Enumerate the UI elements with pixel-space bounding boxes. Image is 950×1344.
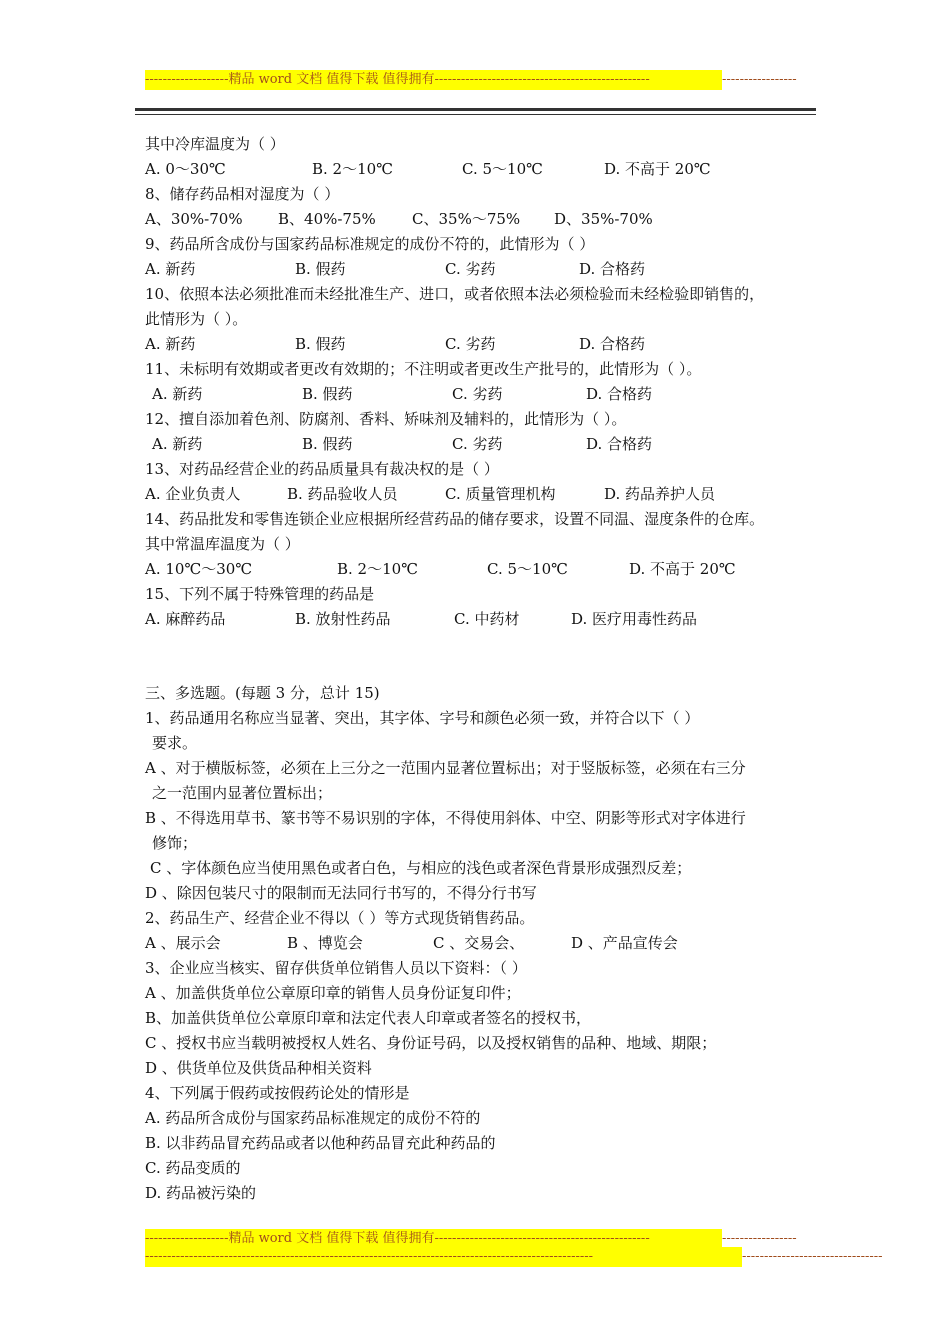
q15-option-c: C. 中药材 [454, 610, 520, 628]
q14-option-b: B. 2～10℃ [337, 560, 418, 578]
q14-stem-line2: 其中常温库温度为（ ） [145, 535, 300, 553]
s3-q1-option-c: C 、字体颜色应当使用黑色或者白色，与相应的浅色或者深色背景形成强烈反差； [150, 859, 692, 877]
s3-q1-option-b-line2: 修饰； [152, 834, 198, 852]
footer-banner-tail: ----------------- [722, 1231, 797, 1246]
q12-option-c: C. 劣药 [452, 435, 503, 453]
q12-option-d: D. 合格药 [586, 435, 653, 453]
q15-stem: 15、下列不属于特殊管理的药品是 [145, 585, 375, 603]
header-rule-thick [135, 108, 816, 111]
s3-q4-option-c: C. 药品变质的 [145, 1159, 241, 1177]
q7-option-d: D. 不高于 20℃ [604, 160, 711, 178]
s3-q3-option-d: D 、供货单位及供货品种相关资料 [145, 1059, 372, 1077]
q12-option-a: A. 新药 [152, 435, 203, 453]
s3-q1-option-d: D 、除因包装尺寸的限制而无法同行书写的，不得分行书写 [145, 884, 537, 902]
q15-option-d: D. 医疗用毒性药品 [571, 610, 698, 628]
q7-option-c: C. 5～10℃ [462, 160, 543, 178]
s3-q4-option-d: D. 药品被污染的 [145, 1184, 257, 1202]
q11-stem: 11、未标明有效期或者更改有效期的；不注明或者更改生产批号的，此情形为（ ）。 [145, 360, 702, 378]
header-banner-text: -------------------精品 word 文档 值得下载 值得拥有------------------------------------------------- [145, 72, 650, 87]
q13-option-a: A. 企业负责人 [145, 485, 241, 503]
footer-line2-text: ------------------------------------------------------------------------------------------------------ [145, 1249, 594, 1264]
q12-stem: 12、擅自添加着色剂、防腐剂、香料、矫味剂及辅料的，此情形为（ ）。 [145, 410, 627, 428]
q7-option-b: B. 2～10℃ [312, 160, 393, 178]
q11-option-d: D. 合格药 [586, 385, 653, 403]
s3-q1-option-a-line2: 之一范围内显著位置标出； [152, 784, 333, 802]
s3-q3-option-c: C 、授权书应当载明被授权人姓名、身份证号码，以及授权销售的品种、地域、期限； [145, 1034, 717, 1052]
q9-option-b: B. 假药 [295, 260, 346, 278]
q9-option-a: A. 新药 [145, 260, 196, 278]
s3-q2-option-b: B 、博览会 [287, 934, 363, 952]
q10-stem-line1: 10、依照本法必须批准而未经批准生产、进口，或者依照本法必须检验而未经检验即销售的， [145, 285, 765, 303]
q7-tail: 其中冷库温度为（ ） [145, 135, 285, 153]
q10-stem-line2: 此情形为（ ）。 [145, 310, 248, 328]
section3-title: 三、多选题。(每题 3 分，总计 15) [145, 684, 380, 702]
q10-option-a: A. 新药 [145, 335, 196, 353]
header-banner-tail: ----------------- [722, 72, 797, 87]
q9-option-d: D. 合格药 [579, 260, 646, 278]
q10-option-c: C. 劣药 [445, 335, 496, 353]
s3-q4-option-a: A. 药品所含成份与国家药品标准规定的成份不符的 [145, 1109, 481, 1127]
q14-stem-line1: 14、药品批发和零售连锁企业应根据所经营药品的储存要求，设置不同温、湿度条件的仓库。 [145, 510, 765, 528]
q14-option-d: D. 不高于 20℃ [629, 560, 736, 578]
q13-option-b: B. 药品验收人员 [287, 485, 398, 503]
s3-q1-stem-line1: 1、药品通用名称应当显著、突出，其字体、字号和颜色必须一致，并符合以下（ ） [145, 709, 700, 727]
q8-option-d: D、35%-70% [554, 210, 653, 228]
q8-stem: 8、储存药品相对湿度为（ ） [145, 185, 340, 203]
s3-q3-stem: 3、企业应当核实、留存供货单位销售人员以下资料：（ ） [145, 959, 527, 977]
q14-option-a: A. 10℃～30℃ [145, 560, 253, 578]
q14-option-c: C. 5～10℃ [487, 560, 568, 578]
q10-option-d: D. 合格药 [579, 335, 646, 353]
q9-option-c: C. 劣药 [445, 260, 496, 278]
q11-option-c: C. 劣药 [452, 385, 503, 403]
q8-option-b: B、40%-75% [278, 210, 376, 228]
footer-line2-tail: -------------------------------- [742, 1249, 883, 1264]
q7-option-a: A. 0～30℃ [145, 160, 226, 178]
q9-stem: 9、药品所含成份与国家药品标准规定的成份不符的，此情形为（ ） [145, 235, 595, 253]
q11-option-a: A. 新药 [152, 385, 203, 403]
s3-q2-option-d: D 、产品宣传会 [571, 934, 678, 952]
q13-option-c: C. 质量管理机构 [445, 485, 556, 503]
s3-q4-stem: 4、下列属于假药或按假药论处的情形是 [145, 1084, 410, 1102]
q13-stem: 13、对药品经营企业的药品质量具有裁决权的是（ ） [145, 460, 499, 478]
s3-q1-stem-line2: 要求。 [152, 734, 198, 752]
s3-q4-option-b: B. 以非药品冒充药品或者以他种药品冒充此种药品的 [145, 1134, 496, 1152]
footer-banner-text: -------------------精品 word 文档 值得下载 值得拥有------------------------------------------------- [145, 1231, 650, 1246]
q10-option-b: B. 假药 [295, 335, 346, 353]
q12-option-b: B. 假药 [302, 435, 353, 453]
s3-q3-option-a: A 、加盖供货单位公章原印章的销售人员身份证复印件； [145, 984, 521, 1002]
q8-option-a: A、30%-70% [145, 210, 243, 228]
s3-q2-stem: 2、药品生产、经营企业不得以（ ）等方式现货销售药品。 [145, 909, 535, 927]
s3-q3-option-b: B、加盖供货单位公章原印章和法定代表人印章或者签名的授权书， [145, 1009, 592, 1027]
s3-q2-option-c: C 、交易会、 [433, 934, 525, 952]
q8-option-c: C、35%～75% [412, 210, 521, 228]
q15-option-a: A. 麻醉药品 [145, 610, 226, 628]
s3-q1-option-a-line1: A 、对于横版标签，必须在上三分之一范围内显著位置标出；对于竖版标签，必须在右三分 [145, 759, 746, 777]
q11-option-b: B. 假药 [302, 385, 353, 403]
header-rule-thin [135, 114, 816, 115]
q13-option-d: D. 药品养护人员 [604, 485, 716, 503]
q15-option-b: B. 放射性药品 [295, 610, 391, 628]
s3-q1-option-b-line1: B 、不得选用草书、篆书等不易识别的字体，不得使用斜体、中空、阴影等形式对字体进行 [145, 809, 746, 827]
s3-q2-option-a: A 、展示会 [145, 934, 221, 952]
